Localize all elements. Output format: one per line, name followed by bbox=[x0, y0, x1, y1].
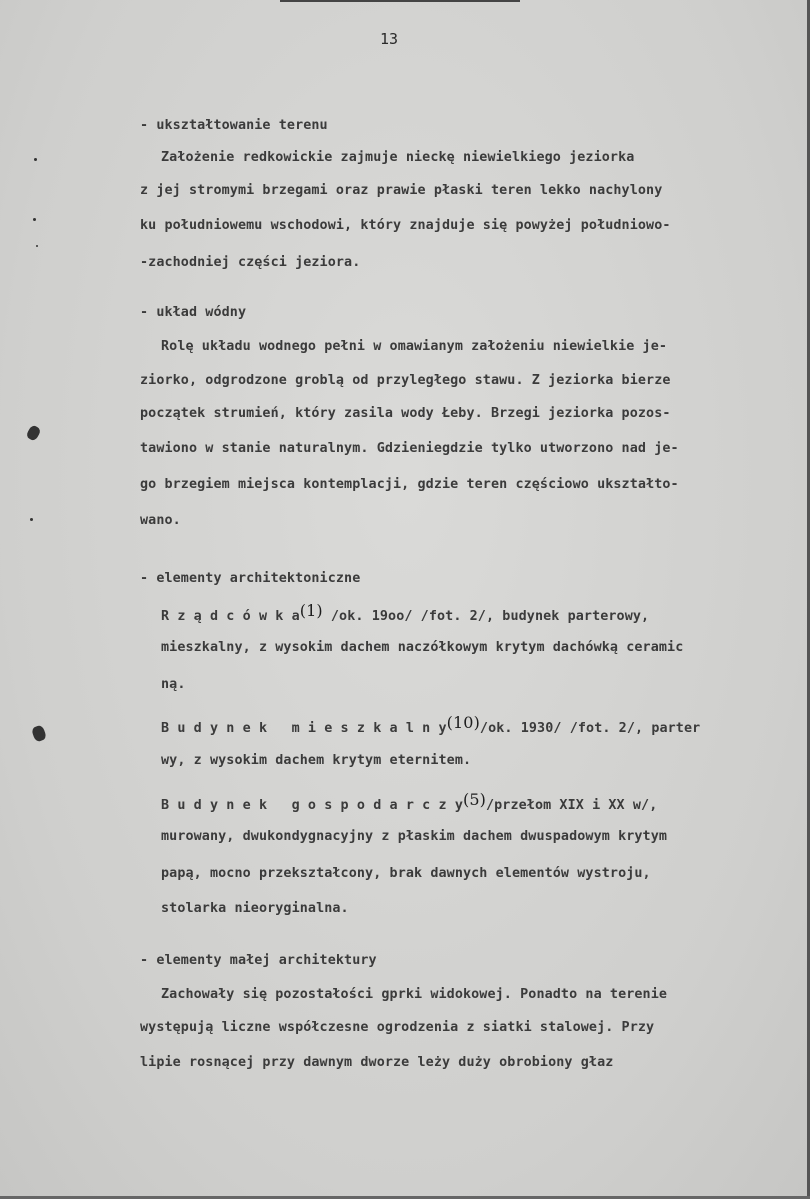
text-line: Rolę układu wodnego pełni w omawianym założeniu niewielkie je- bbox=[161, 339, 668, 354]
text-line: ziorko, odgrodzone groblą od przyległego stawu. Z jeziorka bierze bbox=[140, 373, 671, 388]
punch-hole-mark bbox=[31, 724, 47, 742]
heading-terrain: - ukształtowanie terenu bbox=[140, 118, 328, 133]
heading-small-architecture: - elementy małej architektury bbox=[140, 953, 377, 968]
text-line: początek strumień, który zasila wody Łeby. Brzegi jeziorka pozos- bbox=[140, 406, 671, 421]
scan-speck bbox=[33, 218, 36, 221]
entry-name: R z ą d c ó w k a bbox=[161, 609, 300, 624]
text-line-rzadcowka bbox=[161, 601, 650, 624]
text-line: występują liczne współczesne ogrodzenia z siatki stalowej. Przy bbox=[140, 1020, 655, 1035]
text-line: go brzegiem miejsca kontemplacji, gdzie teren częściowo ukształto- bbox=[140, 477, 679, 492]
text-line: z jej stromymi brzegami oraz prawie płaski teren lekko nachylony bbox=[140, 183, 663, 198]
heading-architecture: - elementy architektoniczne bbox=[140, 571, 361, 586]
handwritten-note: (1) bbox=[299, 601, 323, 620]
entry-details: /ok. 1930/ /fot. 2/, parter bbox=[479, 721, 701, 736]
text-line-budynek-gospodarczy bbox=[161, 790, 658, 813]
text-line: wano. bbox=[140, 513, 181, 528]
scan-speck bbox=[36, 245, 38, 247]
text-line: ną. bbox=[161, 677, 186, 692]
handwritten-note: (5) bbox=[463, 790, 486, 809]
heading-water: - układ wódny bbox=[140, 305, 247, 320]
entry-details: /ok. 19oo/ /fot. 2/, budynek parterowy, bbox=[322, 609, 650, 624]
scan-speck bbox=[30, 518, 33, 521]
entry-details: /przełom XIX i XX w/, bbox=[485, 798, 658, 813]
handwritten-note: (10) bbox=[446, 713, 480, 732]
text-line: -zachodniej części jeziora. bbox=[140, 255, 361, 270]
scan-speck bbox=[34, 158, 37, 161]
text-line: mieszkalny, z wysokim dachem naczółkowym krytym dachówką ceramic bbox=[161, 640, 684, 655]
text-line: murowany, dwukondygnacyjny z płaskim dachem dwuspadowym krytym bbox=[161, 829, 668, 844]
text-line: papą, mocno przekształcony, brak dawnych elementów wystroju, bbox=[161, 866, 651, 881]
entry-name: B u d y n e k m i e s z k a l n y bbox=[161, 721, 447, 736]
page-number: 13 bbox=[380, 30, 399, 48]
text-line: stolarka nieoryginalna. bbox=[161, 901, 349, 916]
text-line: tawiono w stanie naturalnym. Gdzieniegdzie tylko utworzono nad je- bbox=[140, 441, 679, 456]
text-line-budynek-mieszkalny bbox=[161, 713, 701, 736]
text-line: wy, z wysokim dachem krytym eternitem. bbox=[161, 753, 472, 768]
page-top-edge bbox=[280, 0, 520, 2]
text-line: Zachowały się pozostałości gprki widokowej. Ponadto na terenie bbox=[161, 987, 668, 1002]
entry-name: B u d y n e k g o s p o d a r c z y bbox=[161, 798, 463, 813]
text-line: lipie rosnącej przy dawnym dworze leży duży obrobiony głaz bbox=[140, 1055, 614, 1070]
text-line: ku południowemu wschodowi, który znajduje się powyżej południowo- bbox=[140, 218, 671, 233]
punch-hole-mark bbox=[25, 424, 42, 442]
text-line: Założenie redkowickie zajmuje nieckę niewielkiego jeziorka bbox=[161, 150, 635, 165]
